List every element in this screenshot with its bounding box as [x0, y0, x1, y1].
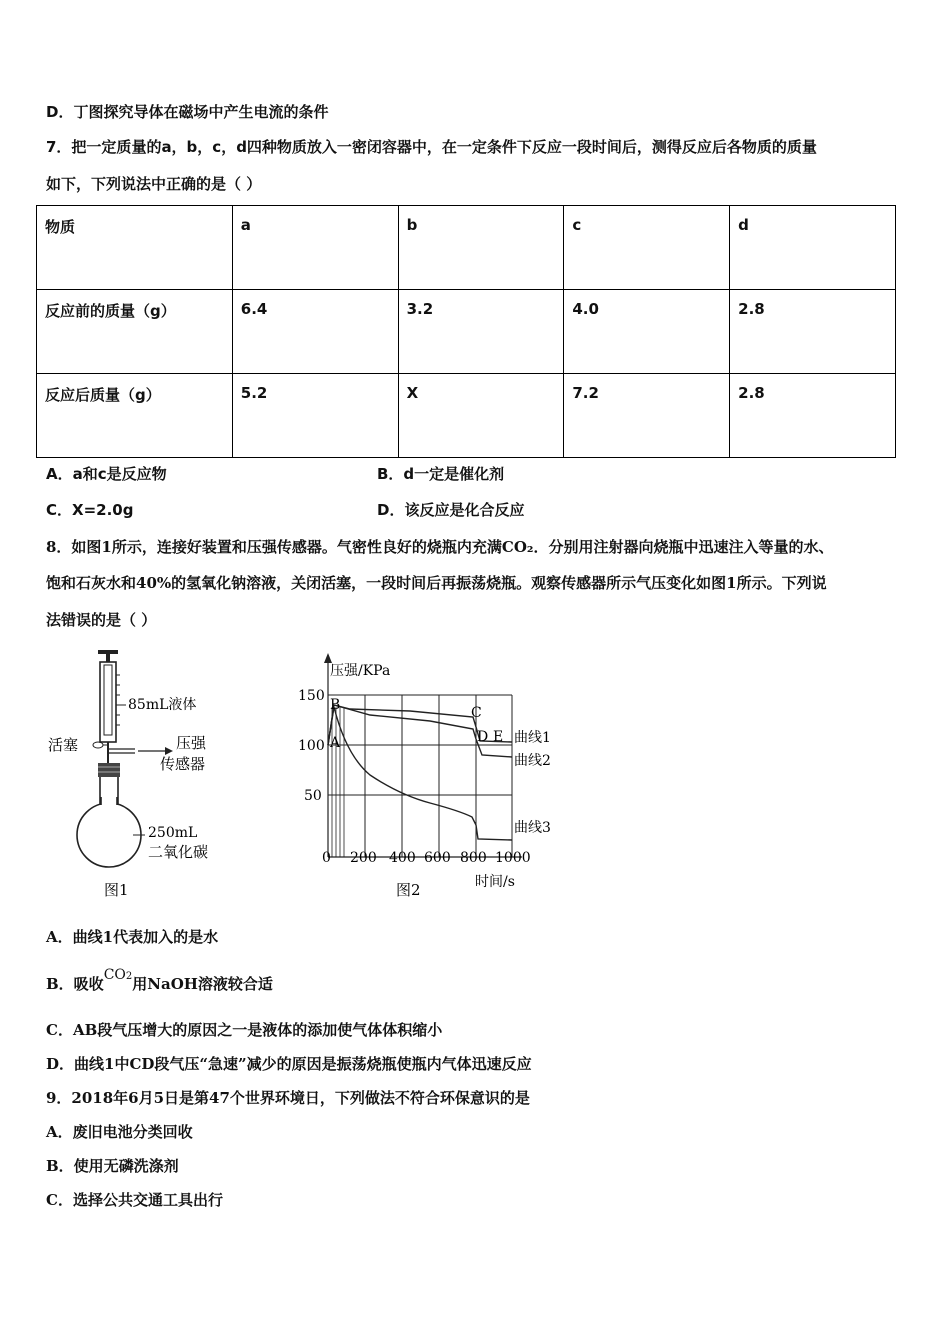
fig2-caption: 图2 [396, 881, 421, 899]
q8-option-b-prefix: B．吸收 [46, 975, 104, 993]
table-cell: 3.2 [398, 290, 564, 374]
table-cell: 反应后质量（g） [37, 374, 233, 458]
q8-option-d: D．曲线1中CD段气压“急速”减少的原因是振荡烧瓶使瓶内气体迅速反应 [46, 1055, 532, 1073]
point-label-b: B [330, 697, 341, 713]
x-axis-label: 时间/s [475, 874, 515, 890]
curve-label-1: 曲线1 [514, 730, 551, 746]
table-cell: 物质 [37, 206, 233, 290]
q7-option-c: C．X=2.0g [46, 501, 134, 519]
fig1-volume-label: 250mL [148, 825, 198, 841]
fig1-sensor-label-1: 压强 [176, 734, 207, 752]
co2-formula: CO [103, 967, 126, 983]
q8-option-a: A．曲线1代表加入的是水 [46, 928, 219, 946]
q9-option-a: A．废旧电池分类回收 [46, 1123, 193, 1141]
co2-subscript: 2 [125, 971, 133, 982]
q8-stem-line3: 法错误的是（ ） [46, 611, 157, 629]
table-cell: 4.0 [564, 290, 730, 374]
table-cell: d [730, 206, 896, 290]
table-cell: b [398, 206, 564, 290]
q9-option-b: B．使用无磷洗涤剂 [46, 1157, 179, 1175]
q8-stem-line2: 饱和石灰水和40%的氢氧化钠溶液，关闭活塞，一段时间后再振荡烧瓶。观察传感器所示气压变化如图1所示。下列说 [46, 574, 827, 592]
curve-3 [328, 707, 512, 840]
x-tick-label: 400 [389, 850, 416, 866]
table-row [37, 290, 896, 374]
table-cell: 5.2 [232, 374, 398, 458]
q7-option-d: D．该反应是化合反应 [377, 501, 525, 519]
table-cell: 2.8 [730, 374, 896, 458]
y-axis-label: 压强/KPa [330, 663, 391, 679]
q8-option-c: C．AB段气压增大的原因之一是液体的添加使气体体积缩小 [46, 1021, 443, 1039]
table-cell: 7.2 [564, 374, 730, 458]
q7-option-b: B．d一定是催化剂 [377, 465, 505, 483]
point-label-e: E [493, 729, 504, 745]
table-cell: a [232, 206, 398, 290]
y-tick-label: 150 [298, 688, 325, 704]
point-label-c: C [471, 705, 482, 721]
x-tick-label: 600 [424, 850, 451, 866]
table-cell: X [398, 374, 564, 458]
q8-stem-line1: 8．如图1所示，连接好装置和压强传感器。气密性良好的烧瓶内充满CO₂．分别用注射器向烧瓶中迅速注入等量的水、 [46, 538, 834, 556]
x-tick-label: 800 [460, 850, 487, 866]
curve-label-3: 曲线3 [514, 820, 551, 836]
q9-option-c: C．选择公共交通工具出行 [46, 1191, 223, 1209]
q7-mass-table [36, 205, 896, 458]
fig1-sensor-label-2: 传感器 [160, 755, 206, 773]
q7-stem-line2: 如下，下列说法中正确的是（ ） [46, 175, 262, 193]
table-cell: 反应前的质量（g） [37, 290, 233, 374]
q8-option-b-suffix: 用NaOH溶液较合适 [132, 975, 273, 993]
q8-option-b [46, 967, 273, 997]
table-cell: 6.4 [232, 290, 398, 374]
fig1-liquid-label: 85mL液体 [128, 697, 197, 713]
y-tick-label: 50 [304, 788, 322, 804]
table-cell: 2.8 [730, 290, 896, 374]
curve-label-2: 曲线2 [514, 753, 551, 769]
x-tick-label: 1000 [495, 850, 531, 866]
fig1-valve-label: 活塞 [48, 736, 79, 754]
table-cell: c [564, 206, 730, 290]
q7-stem-line1: 7．把一定质量的a，b，c，d四种物质放入一密闭容器中，在一定条件下反应一段时间后，测得反应后各物质的质量 [46, 138, 817, 156]
y-tick-label: 100 [298, 738, 325, 754]
fig1-caption: 图1 [104, 881, 129, 899]
table-header-row [37, 206, 896, 290]
q6-option-d: D．丁图探究导体在磁场中产生电流的条件 [46, 103, 329, 121]
point-label-a: A [330, 735, 341, 751]
figure-2-pressure-graph [290, 645, 570, 905]
figure-1-apparatus [40, 645, 240, 905]
point-label-d: D [477, 729, 489, 745]
x-tick-label: 200 [350, 850, 377, 866]
table-row [37, 374, 896, 458]
x-tick-label: 0 [322, 850, 331, 866]
fig1-gas-label: 二氧化碳 [148, 843, 209, 861]
q9-stem: 9．2018年6月5日是第47个世界环境日，下列做法不符合环保意识的是 [46, 1089, 530, 1107]
q7-option-a: A．a和c是反应物 [46, 465, 167, 483]
